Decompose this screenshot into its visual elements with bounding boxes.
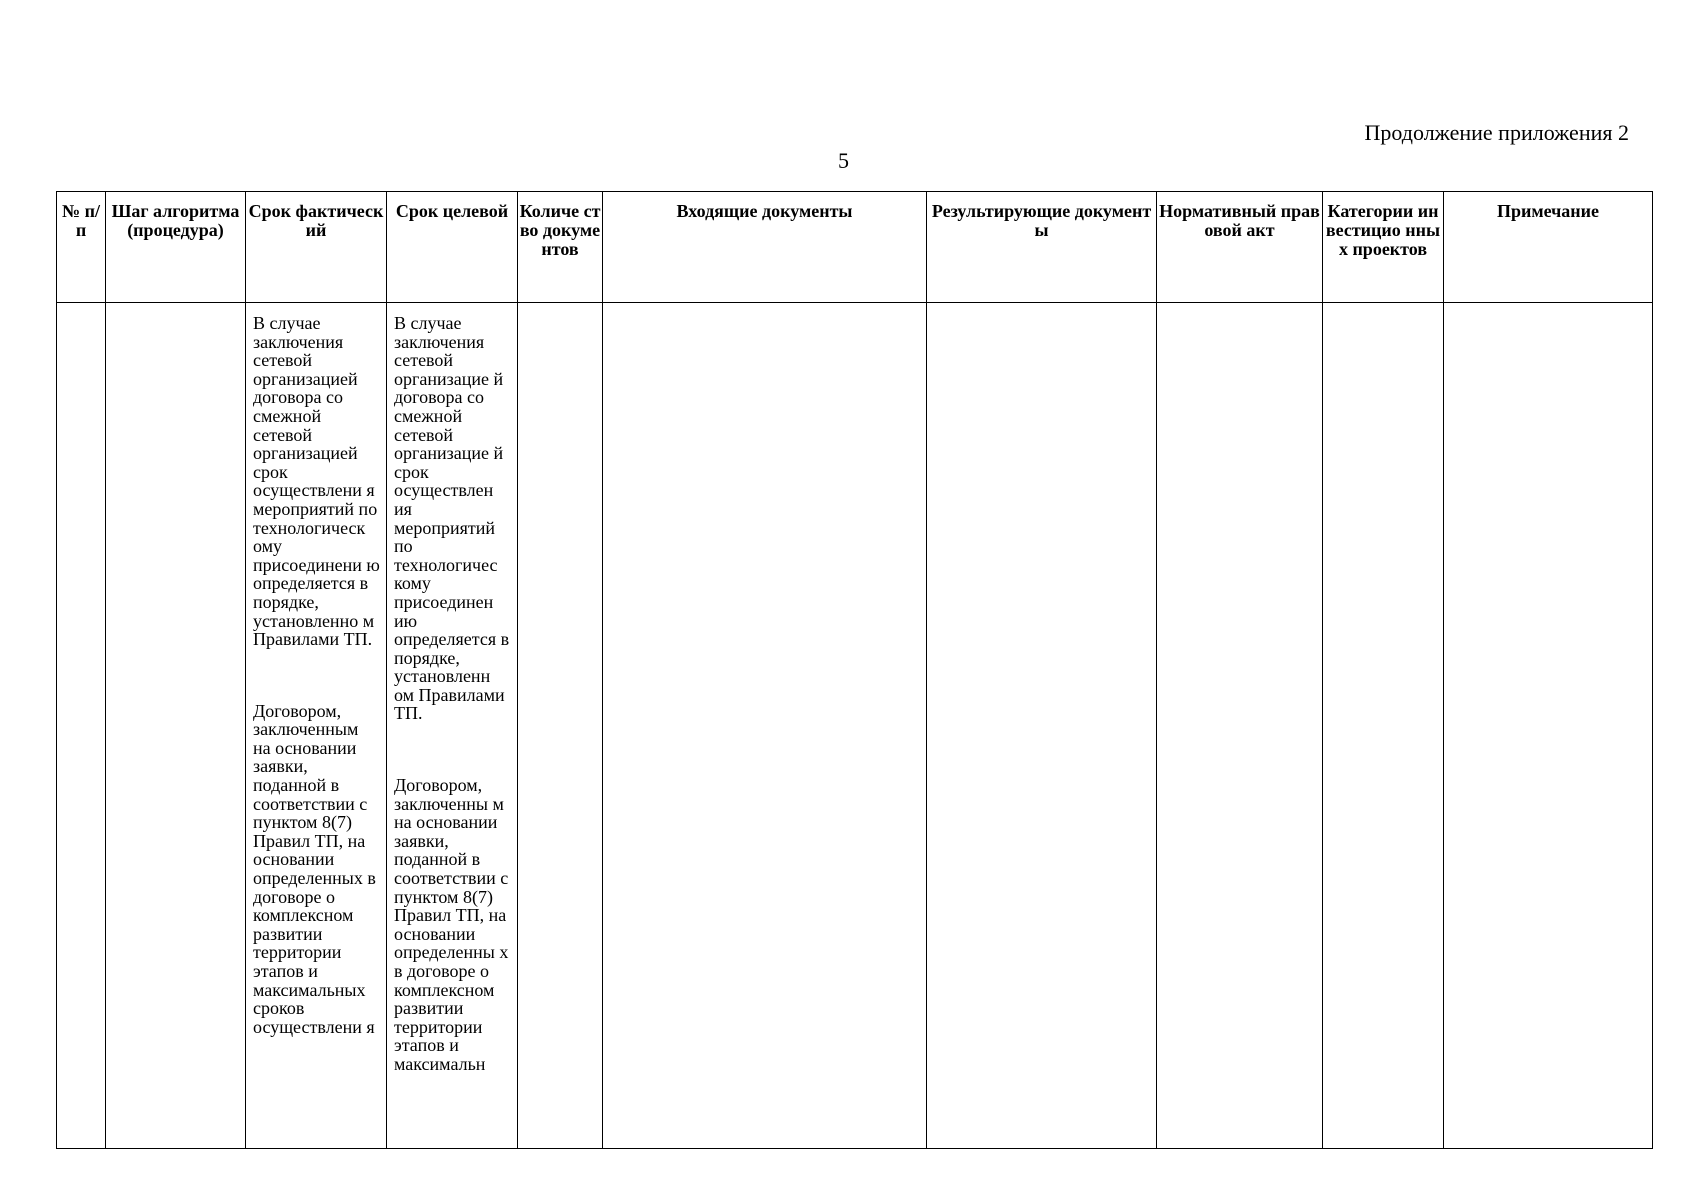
cell-project-categories xyxy=(1323,303,1444,1149)
target-term-paragraph: Договором, заключенны м на основании заявки, поданной в соответствии с пунктом 8(7) Правил ТП, на основании определенны х в договоре о комплексном развитии территории этапов и максимальн xyxy=(394,775,509,1074)
cell-number xyxy=(57,303,106,1149)
cell-note xyxy=(1444,303,1653,1149)
cell-document-count xyxy=(518,303,603,1149)
continuation-label: Продолжение приложения 2 xyxy=(1364,120,1629,145)
procedure-table xyxy=(56,191,1653,1149)
table-row xyxy=(57,303,1653,1149)
actual-term-paragraph: Договором, заключенным на основании заявки, поданной в соответствии с пунктом 8(7) Правил ТП, на основании определенных в договоре о комплексном развитии территории этапов и максимальных сроков осуществлени я xyxy=(253,700,376,1037)
page-number: 5 xyxy=(838,148,849,173)
cell-resulting-documents xyxy=(927,303,1157,1149)
cell-target-term xyxy=(387,303,518,1149)
cell-incoming-documents xyxy=(603,303,927,1149)
column-header-legal-act: Нормативный правовой акт xyxy=(1157,192,1323,303)
target-term-paragraph: В случае заключения сетевой организацие й договора со смежной сетевой организацие й срок осуществлен ия мероприятий по технологичес кому присоединен ию определяется в порядке, установленн ом Правилами ТП. xyxy=(394,313,510,724)
column-header-note: Примечание xyxy=(1444,192,1653,303)
column-header-step: Шаг алгоритма (процедура) xyxy=(106,192,246,303)
actual-term-paragraph: В случае заключения сетевой организацией договора со смежной сетевой организацией срок осуществлени я мероприятий по технологическ ому присоединени ю определяется в порядке, установленно м Правилами ТП. xyxy=(253,313,380,650)
column-header-target-term: Срок целевой xyxy=(387,192,518,303)
column-header-incoming-documents: Входящие документы xyxy=(603,192,927,303)
column-header-document-count: Количе ство докуме нтов xyxy=(518,192,603,303)
cell-actual-term xyxy=(246,303,387,1149)
column-header-actual-term: Срок фактический xyxy=(246,192,387,303)
column-header-number: № п/п xyxy=(57,192,106,303)
cell-legal-act xyxy=(1157,303,1323,1149)
table-header-row xyxy=(57,192,1653,303)
column-header-resulting-documents: Результирующие документы xyxy=(927,192,1157,303)
column-header-project-categories: Категории инвестицио нных проектов xyxy=(1323,192,1444,303)
cell-step xyxy=(106,303,246,1149)
